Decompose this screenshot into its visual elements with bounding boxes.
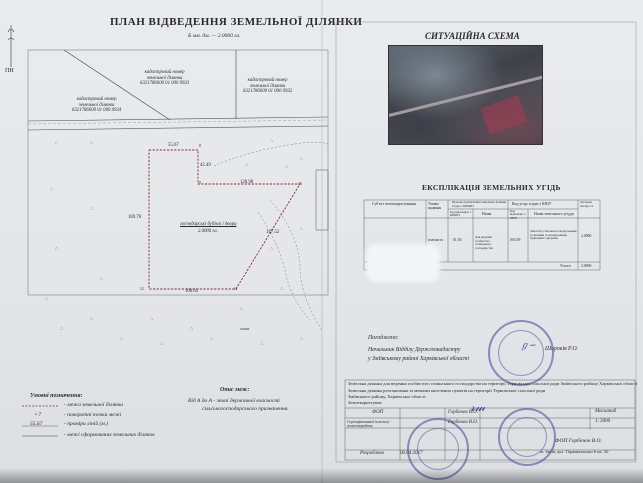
stamp-role: Розроблено [360, 451, 385, 456]
scale-value: 1: 2000 [595, 419, 611, 424]
svg-text:∴: ∴ [270, 246, 274, 252]
svg-text:∴: ∴ [240, 306, 244, 312]
approval-line1: Погоджено: [368, 335, 399, 341]
expl-condition: власність [428, 238, 444, 242]
svg-text:∴: ∴ [60, 326, 64, 332]
svg-text:∴: ∴ [100, 276, 104, 282]
cadastral-number: 6321786000 01 000 0934 [72, 108, 122, 114]
expl-area: 2.0000 [581, 234, 592, 238]
svg-text:∴: ∴ [270, 138, 274, 144]
expl-total-label: Усього [560, 264, 571, 268]
svg-text:∴: ∴ [300, 336, 304, 342]
approval-stamp [488, 320, 554, 386]
approval-line3: у Зміївському районі Харківської області [368, 356, 470, 362]
approval-name: Широків Р.О. [545, 346, 579, 352]
expl-subheader: Назва земельного угіддя [534, 212, 574, 216]
expl-subheader: Код відповідно з КВЗУ [510, 209, 526, 220]
legend-title: Умовні позначення: [30, 393, 83, 399]
photo-edge-shadow [0, 468, 643, 483]
expl-purpose-code: 01.03 [453, 238, 462, 242]
svg-text:∴: ∴ [280, 286, 284, 292]
legend-mark: 55.67 [30, 421, 43, 427]
stamp-date: 06.04.2017 [400, 451, 423, 456]
cadastral-block-1 [140, 70, 189, 87]
point-label: 10 [298, 182, 302, 186]
svg-text:∴: ∴ [55, 140, 59, 146]
expl-header: Загальна площа, га [580, 200, 594, 208]
svg-text:∴: ∴ [120, 336, 124, 342]
parcel-label: господарські будівлі і двори [180, 222, 237, 227]
svg-text:∴: ∴ [245, 162, 249, 168]
neighbors-line1: Від А до А - землі державної власності [188, 398, 280, 404]
svg-text:∴: ∴ [285, 164, 289, 170]
neighbors-line2: сільськогосподарського призначення. [202, 406, 289, 412]
expl-header: Вид угідь згідно з КВЗУ [512, 202, 552, 206]
cadastral-number: 6321786000 01 000 0932 [243, 89, 293, 95]
expl-subheader: Назва [482, 212, 492, 216]
dim-label: 42.49 [200, 163, 211, 168]
svg-text:∴: ∴ [50, 186, 54, 192]
legend-mark: • 7 [35, 412, 42, 418]
expl-land-name: Землі під сільськогосподарськими та іншими господарськими будівлями і дворами [530, 229, 577, 241]
legend-item: - межі сформованих земельних ділянок [64, 432, 155, 438]
svg-text:∴: ∴ [45, 296, 49, 302]
dim-label: 147.52 [266, 230, 280, 235]
cadastral-block-3 [72, 97, 121, 114]
expl-header: Суб'єкт землекористування [372, 202, 417, 206]
legend-item: - поворотні точки межі [64, 412, 122, 418]
stamp-role: ФОП [372, 410, 384, 415]
satellite-map [388, 45, 543, 145]
redacted-area [366, 244, 440, 282]
svg-text:∴: ∴ [150, 316, 154, 322]
stamp-person: Горбачов В.О. [448, 410, 479, 415]
dim-label: 120.98 [240, 180, 254, 185]
situation-title: СИТУАЦІЙНА СХЕМА [425, 31, 520, 41]
org-address: м. Зміїв, вул. Горянвільська 6 кв. 50 [540, 449, 609, 454]
legend-item: - проміри ліній (м.) [64, 421, 109, 427]
dim-label: 55.67 [168, 143, 179, 148]
expl-total-area: 2.0000 [581, 264, 592, 268]
north-arrow-icon [8, 25, 14, 67]
svg-text:∴: ∴ [260, 341, 264, 347]
stamp-person: Горбачов В.О. [448, 420, 479, 425]
svg-text:∴: ∴ [190, 326, 194, 332]
point-label: 9 [199, 181, 201, 185]
stamp-desc: Зміївського району, Харківської області. [348, 394, 427, 399]
approval-line2: Начальник Відділу Держгеокадастру [368, 347, 461, 353]
cadastral-label: кадастровий номер земельної ділянки [76, 97, 117, 108]
plan-scale: Б мм. дм. — 2.0000 га. [188, 33, 241, 39]
svg-text:∴: ∴ [160, 341, 164, 347]
cadastral-label: кадастровий номер земельної ділянки [247, 78, 288, 89]
cadastral-block-2 [243, 78, 292, 95]
scale-label: Масштаб [595, 409, 617, 414]
expl-header: Умови надання [428, 202, 442, 211]
svg-text:∴: ∴ [90, 140, 94, 146]
stamp-desc: Земельна ділянка для ведення особистого селянського господарства на території Терновської сільської ради Зміївського району Харківської області [348, 381, 638, 386]
north-label: ПН [5, 68, 14, 74]
dim-label: 169.76 [128, 215, 142, 220]
point-label: 8 [199, 144, 201, 148]
org-name: ФОП Горбачов В.О. [555, 438, 602, 444]
parcel-area: 2.0000 га. [198, 229, 218, 234]
stamp-role: Сертифікований інженер - землевпорядник [347, 420, 391, 429]
ravine-label: схема [240, 327, 250, 331]
plan-title: ПЛАН ВІДВЕДЕННЯ ЗЕМЕЛЬНОЇ ДІЛЯНКИ [110, 16, 363, 28]
svg-text:∴: ∴ [90, 206, 94, 212]
stamp-desc: Землекористувач: [348, 400, 383, 405]
svg-text:∴: ∴ [210, 336, 214, 342]
legend-item: - межа земельної ділянки [64, 402, 124, 408]
signature: ℊ∽ [520, 341, 537, 351]
explication-title: ЕКСПЛІКАЦІЯ ЗЕМЕЛЬНИХ УГІДЬ [422, 183, 561, 192]
point-label: 12 [140, 287, 144, 291]
expl-header: Цільове призначення земельної ділянки згідно з КВЦПЗ [452, 200, 507, 208]
point-label: 11 [234, 287, 238, 291]
svg-text:∴: ∴ [90, 316, 94, 322]
expl-purpose-name: Для ведення особистого селянського господарства [475, 235, 493, 250]
dim-label: 100.65 [185, 289, 199, 294]
cadastral-label: кадастровий номер земельної ділянки [144, 70, 185, 81]
svg-text:∴: ∴ [300, 226, 304, 232]
expl-land-code: 003.09 [510, 238, 521, 242]
cadastral-number: 6321786000 01 000 0933 [140, 81, 190, 87]
stamp-desc: Земельна ділянка розташована за межами населених пунктів на території Терновської сільської ради [348, 388, 546, 393]
signature: 𝓇𝓂 [470, 400, 486, 414]
expl-subheader: Код відповідно з КВЦПЗ [450, 210, 472, 218]
org-stamp [498, 408, 556, 466]
svg-text:∴: ∴ [55, 246, 59, 252]
svg-text:∴: ∴ [300, 156, 304, 162]
neighbors-title: Опис меж: [220, 387, 250, 393]
